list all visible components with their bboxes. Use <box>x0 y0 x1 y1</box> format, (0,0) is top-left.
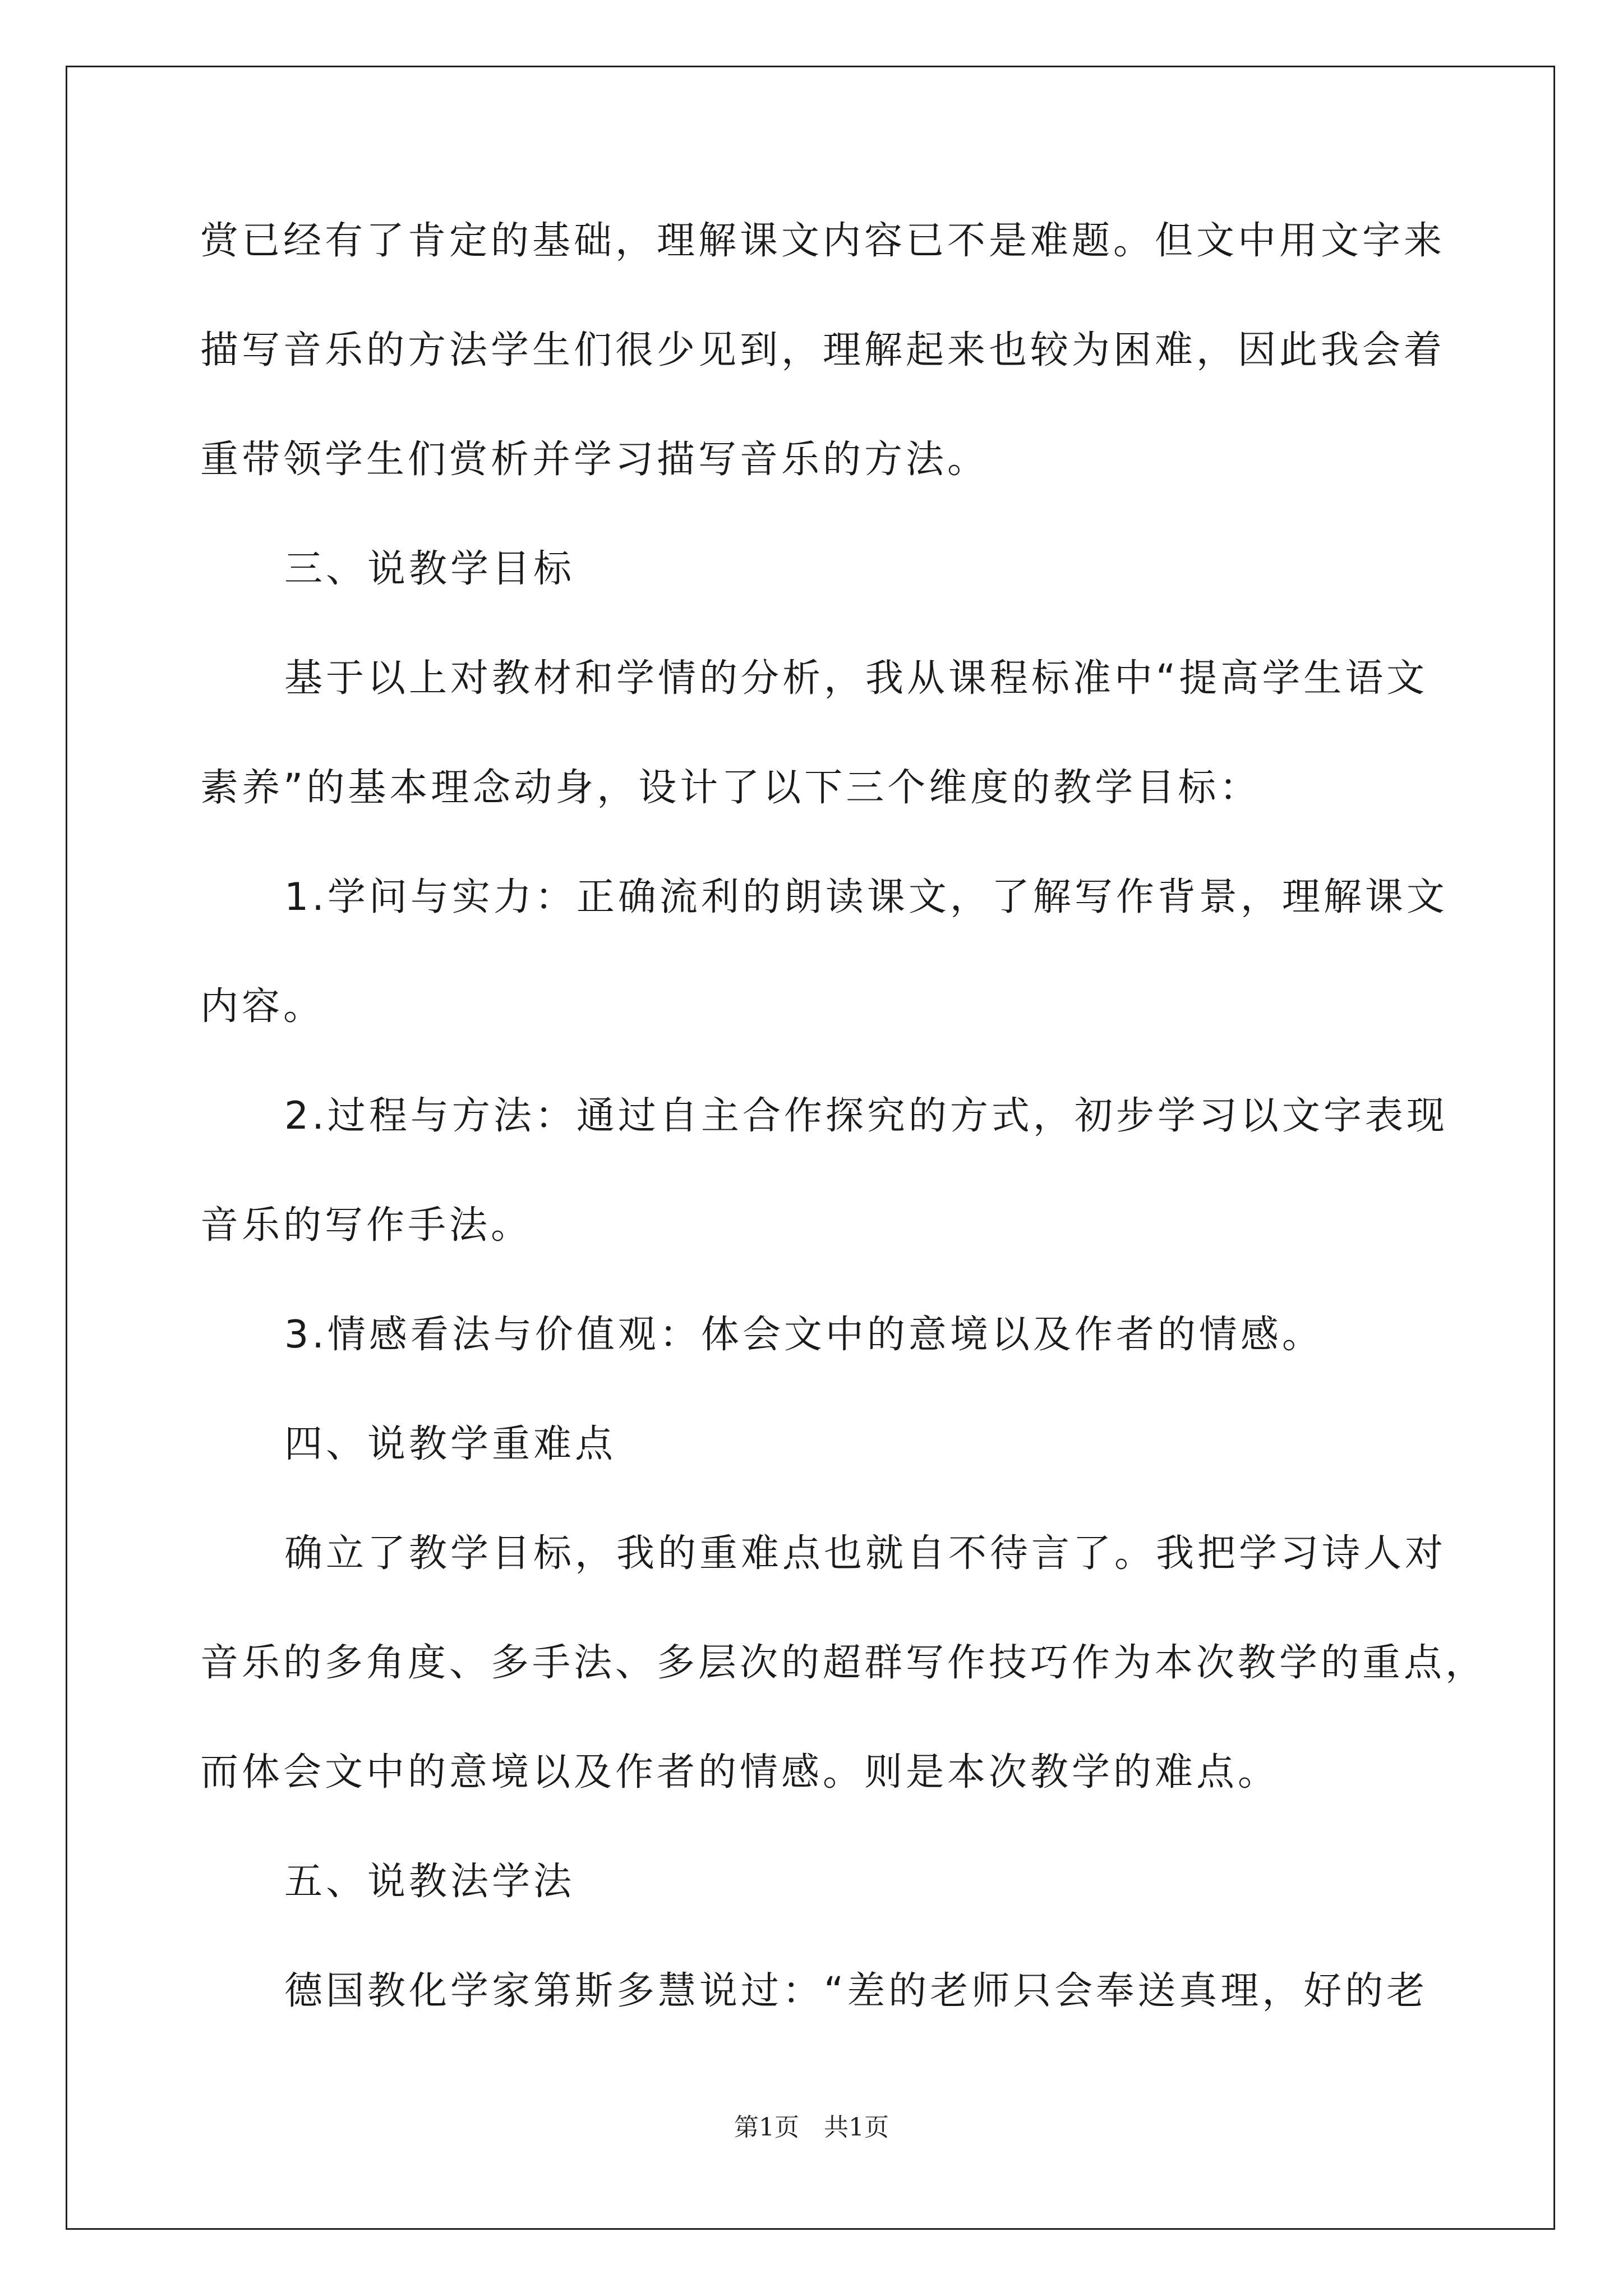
list-item: 3.情感看法与价值观：体会文中的意境以及作者的情感。 <box>284 1313 1324 1357</box>
list-item: 1.学问与实力：正确流利的朗读课文，了解写作背景，理解课文 <box>284 875 1448 919</box>
paragraph-line: 音乐的多角度、多手法、多层次的超群写作技巧作为本次教学的重点， <box>200 1641 1487 1685</box>
paragraph-line: 德国教化学家第斯多慧说过：“差的老师只会奉送真理，好的老 <box>284 1969 1428 2013</box>
page-number-footer: 第1页 共1页 <box>734 2113 889 2142</box>
paragraph-line: 内容。 <box>200 984 325 1029</box>
paragraph-line: 重带领学生们赏析并学习描写音乐的方法。 <box>200 438 989 482</box>
section-heading: 三、说教学目标 <box>284 547 575 591</box>
list-item: 2.过程与方法：通过自主合作探究的方式，初步学习以文字表现 <box>284 1094 1448 1138</box>
section-heading: 四、说教学重难点 <box>284 1422 617 1466</box>
paragraph-line: 基于以上对教材和学情的分析，我从课程标准中“提高学生语文 <box>284 656 1428 701</box>
paragraph-line: 确立了教学目标，我的重难点也就自不待言了。我把学习诗人对 <box>284 1531 1447 1576</box>
paragraph-line: 而体会文中的意境以及作者的情感。则是本次教学的难点。 <box>200 1750 1280 1795</box>
paragraph-line: 描写音乐的方法学生们很少见到，理解起来也较为困难，因此我会着 <box>200 328 1446 372</box>
paragraph-line: 素养”的基本理念动身，设计了以下三个维度的教学目标： <box>200 766 1261 810</box>
section-heading: 五、说教法学法 <box>284 1860 575 1904</box>
paragraph-line: 赏已经有了肯定的基础，理解课文内容已不是难题。但文中用文字来 <box>200 219 1446 263</box>
paragraph-line: 音乐的写作手法。 <box>200 1203 533 1248</box>
